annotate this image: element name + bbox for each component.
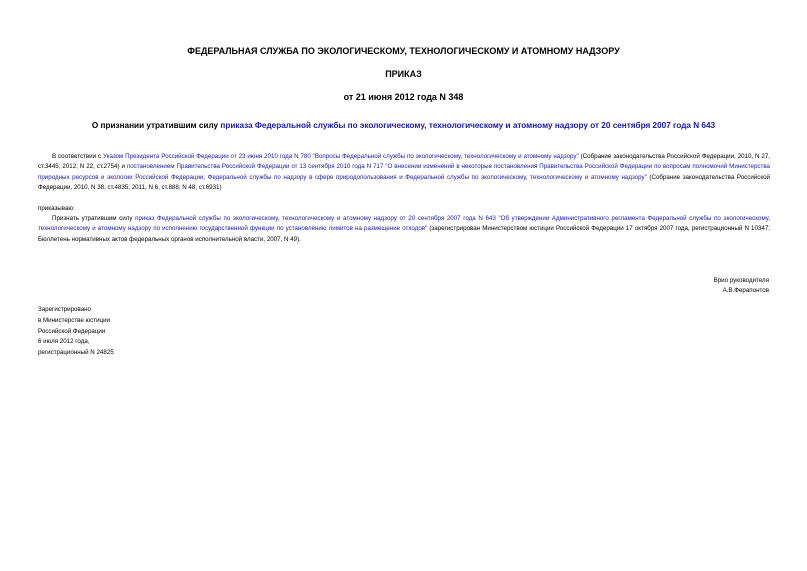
preamble-link-resolution[interactable]: постановлением Правительства Российской Федерации от 13 сентября 2010 года N 717 "О внесении изменений в некоторые постановления Правительства Российской Федерации по вопросам полномочий Министерства природных ресурсов и экологии Российской Федерации, Федеральной службы по надзору в сфере природопользования и Федеральной службы по экологическому, технологическому и атомному надзору" [38,163,770,181]
registration-line: Российской Федерации [38,327,106,335]
signature-name: А.В.Ферапонтов [722,287,769,294]
preamble-text-3: (Собрание законодательства Российской Федерации, 2010, N 38, ст.4835; 2011, N 6, ст.888; N 48, ст.6931) [38,173,771,191]
registration-line: 6 июля 2012 года, [38,338,90,346]
body-link-order[interactable]: приказ Федеральной службы по экологическому, технологическому и атомному надзору от 20 сентября 2007 года N 643 "Об утверждении Административного регламента Федеральной службы по экологическому, технологическому и атомному надзору по исполнению государственной функции по установлению лимитов на размещение отходов" [38,215,770,233]
signature-position: Врио руководителя [713,277,769,284]
registration-line: Зарегистрировано [38,306,91,313]
preamble-text-2: (Собрание законодательства Российской Федерации, 2010, N 27, ст.3445; 2012, N 22, ст.2754) и [38,153,771,171]
preamble-paragraph [38,152,770,193]
registration-block [38,305,114,359]
title-prefix: О признании утратившим силу [91,121,221,130]
body-text-2: (зарегистрирован Министерством юстиции Российской Федерации 17 октября 2007 года, регистрационный N 10347; Бюллетень нормативных актов федеральных органов исполнительной власти, 2007, N 49). [38,225,770,243]
body-paragraph [38,214,770,245]
order-word: приказываю: [38,205,75,212]
registration-line: в Министерстве юстиции [38,316,111,324]
document-title [0,120,807,131]
body-text-1: Признать утратившим силу [52,215,136,222]
title-link[interactable]: приказа Федеральной службы по экологическому, технологическому и атомному надзору от 20 сентября 2007 года N 643 [220,121,716,130]
agency-heading: ФЕДЕРАЛЬНАЯ СЛУЖБА ПО ЭКОЛОГИЧЕСКОМУ, ТЕХНОЛОГИЧЕСКОМУ И АТОМНОМУ НАДЗОРУ [187,46,620,56]
registration-line: регистрационный N 24825 [38,349,114,357]
document-type: ПРИКАЗ [385,69,422,79]
preamble-text-1: В соответствии с [52,153,103,160]
preamble-link-decree[interactable]: Указом Президента Российской Федерации от 23 июня 2010 года N 780 "Вопросы Федеральной службы по экологическому, технологическому и атомному надзору" [102,153,579,160]
document-date-number: от 21 июня 2012 года N 348 [343,92,464,102]
